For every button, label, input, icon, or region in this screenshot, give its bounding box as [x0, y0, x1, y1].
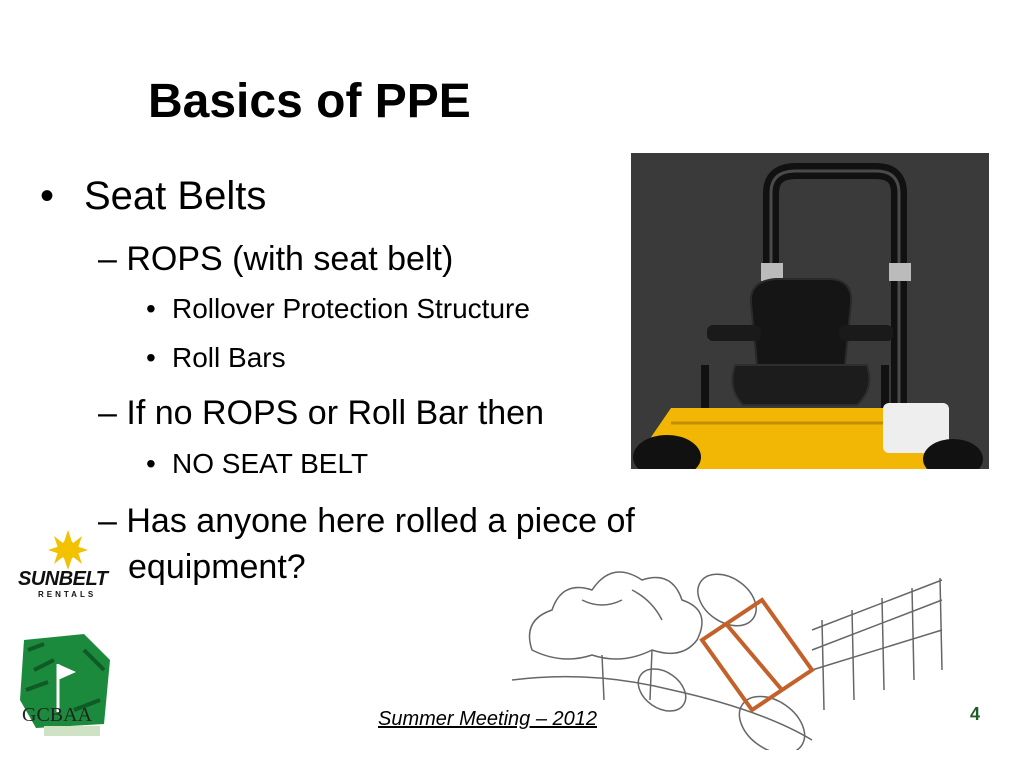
- bullet-marker: •: [146, 448, 156, 479]
- sub-sub-bullet-roll-bars: [146, 341, 286, 375]
- mower-rops-photo: [631, 153, 989, 469]
- sub-sub-bullet-no-seat-belt: [146, 447, 368, 481]
- page-number: 4: [970, 704, 981, 724]
- bullet-marker: •: [40, 174, 55, 218]
- gcbaa-logo: [14, 630, 114, 754]
- slide-title: Basics of PPE: [148, 75, 471, 128]
- sub-bullet-continuation: [128, 546, 306, 588]
- sub-bullet-no-rops: [98, 392, 544, 434]
- bullet-text: ROPS (with seat belt): [126, 240, 454, 278]
- bullet-marker: –: [98, 394, 117, 432]
- bullet-marker: •: [146, 293, 156, 324]
- sub-sub-bullet-rollover: [146, 292, 530, 326]
- bullet-text: Seat Belts: [84, 174, 267, 218]
- bullet-text: equipment?: [128, 548, 306, 586]
- bullet-text: NO SEAT BELT: [172, 448, 369, 479]
- bullet-marker: –: [98, 240, 117, 278]
- mower-rops-image: [631, 153, 989, 469]
- gcbaa-wordmark: GCBAA: [22, 704, 93, 726]
- sub-bullet-rops: [98, 238, 453, 280]
- gcbaa-flag-emblem-icon: [14, 630, 114, 754]
- sunbelt-rentals-wordmark: RENTALS: [38, 590, 97, 599]
- bullet-text: Has anyone here rolled a piece of: [126, 502, 635, 540]
- bullet-text: If no ROPS or Roll Bar then: [126, 394, 545, 432]
- slide-footer: Summer Meeting – 2012: [378, 708, 598, 730]
- sunbelt-rentals-logo: [16, 528, 120, 600]
- bullet-marker: •: [146, 342, 156, 373]
- sunbelt-wordmark: SUNBELT: [18, 568, 108, 590]
- bullet-seat-belts: [40, 172, 266, 220]
- sub-bullet-rolled-question: [98, 500, 635, 542]
- bullet-marker: –: [98, 502, 117, 540]
- bullet-text: Rollover Protection Structure: [172, 293, 530, 324]
- bullet-text: Roll Bars: [172, 342, 286, 373]
